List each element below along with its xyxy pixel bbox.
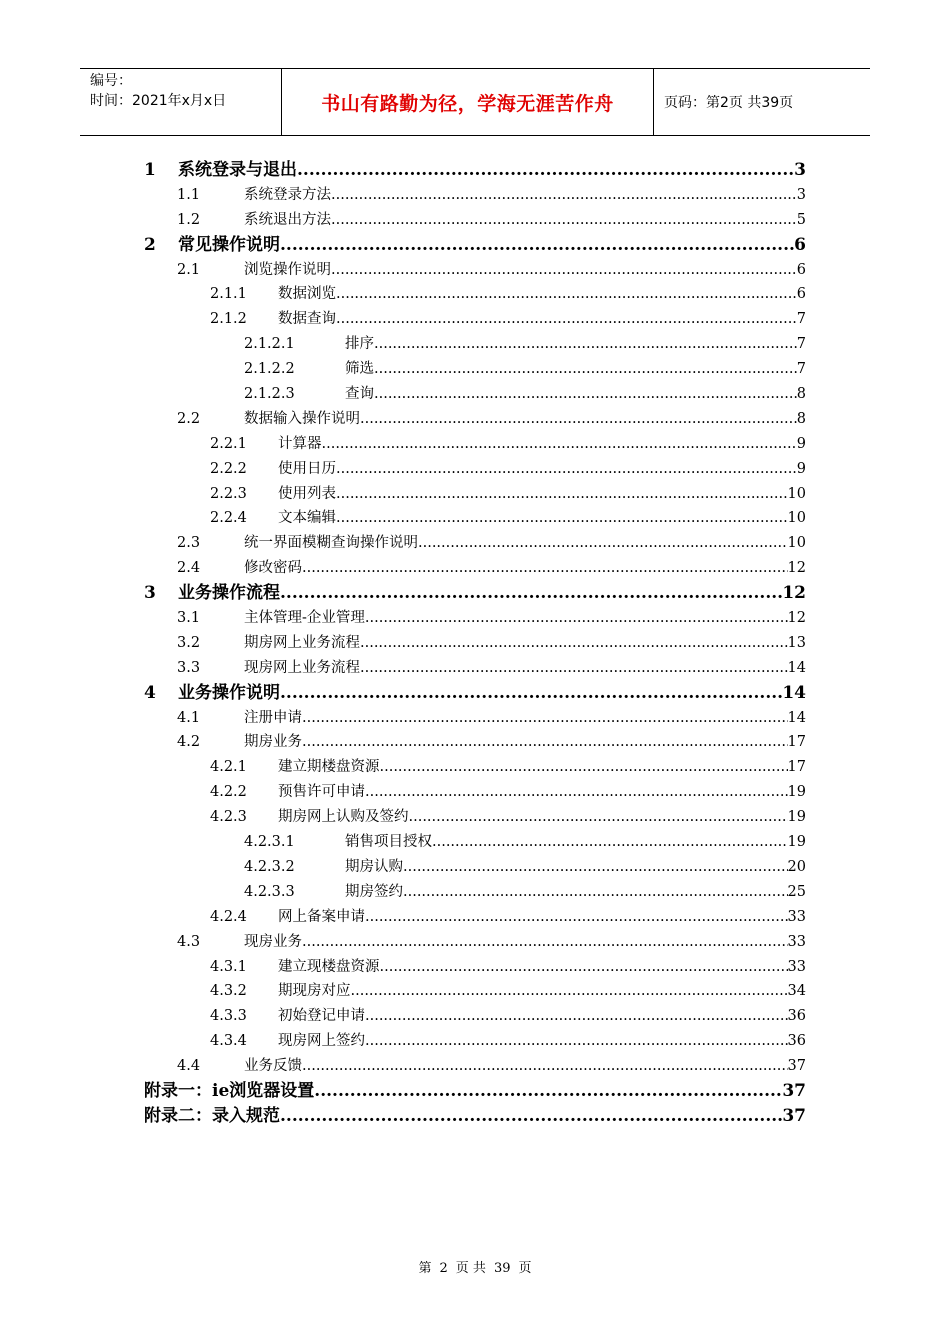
toc-entry-title: 建立期楼盘资源: [278, 759, 380, 776]
toc-entry-page: 10: [787, 535, 806, 552]
toc-entry-title: 预售许可申请: [278, 784, 365, 801]
toc-entry-page: 33: [787, 958, 806, 975]
toc-entry-title: 系统退出方法: [244, 211, 331, 228]
toc-entry[interactable]: [144, 506, 806, 531]
toc-entry-page: 8: [796, 386, 806, 403]
toc-entry-title: 期房网上业务流程: [244, 634, 360, 651]
toc-entry-title: 现房网上业务流程: [244, 659, 360, 676]
toc-entry[interactable]: [144, 332, 806, 357]
toc-entry[interactable]: [144, 855, 806, 880]
toc-entry-page: 7: [796, 361, 806, 378]
toc-dot-leader: [297, 158, 794, 183]
toc-dot-leader: [351, 979, 788, 1004]
toc-entry-number: 4.2.3.2: [244, 858, 295, 875]
toc-dot-leader: [331, 183, 797, 208]
toc-entry[interactable]: [144, 880, 806, 905]
toc-entry[interactable]: [144, 208, 806, 233]
footer-mid: 页 共: [455, 1261, 486, 1276]
toc-dot-leader: [280, 1104, 782, 1129]
toc-entry-number: 4.3.4: [210, 1033, 247, 1050]
toc-entry-page: 9: [796, 460, 806, 477]
toc-entry-page: 19: [787, 834, 806, 851]
toc-entry-page: 5: [796, 211, 806, 228]
toc-entry-number: 1.1: [177, 186, 201, 203]
toc-entry-page: 19: [787, 809, 806, 826]
toc-entry-title: 数据查询: [278, 311, 336, 328]
toc-entry-title: 业务操作说明: [178, 682, 280, 703]
toc-entry-title: 期现房对应: [278, 983, 351, 1000]
toc-entry-page: 3: [794, 160, 806, 180]
toc-dot-leader: [336, 307, 797, 332]
toc-dot-leader: [314, 1079, 782, 1104]
toc-entry[interactable]: [144, 730, 806, 755]
toc-entry-title: 现房网上签约: [278, 1033, 365, 1050]
toc-entry-page: 33: [787, 908, 806, 925]
toc-entry-number: 3.1: [177, 610, 201, 627]
toc-entry-page: 12: [787, 610, 806, 627]
toc-entry-page: 12: [782, 583, 806, 604]
toc-dot-leader: [409, 805, 788, 830]
toc-dot-leader: [374, 332, 797, 357]
table-of-contents: [144, 158, 806, 1129]
toc-entry-number: 2.4: [177, 560, 201, 577]
toc-entry-page: 17: [787, 734, 806, 751]
toc-entry-number: 2.3: [177, 535, 201, 552]
toc-entry-number: 2.1: [177, 261, 201, 278]
toc-entry-number: 1: [144, 160, 156, 180]
toc-entry[interactable]: [144, 1054, 806, 1079]
toc-entry-number: 2.1.1: [210, 286, 247, 303]
toc-entry[interactable]: [144, 780, 806, 805]
toc-entry-number: 4.4: [177, 1058, 201, 1075]
toc-dot-leader: [302, 730, 788, 755]
toc-dot-leader: [365, 905, 788, 930]
footer-prefix: 第: [418, 1261, 432, 1276]
toc-entry-title: 网上备案申请: [278, 908, 365, 925]
document-number-label: 编号：: [90, 73, 132, 89]
toc-entry-title: 附录一：ie浏览器设置: [144, 1080, 315, 1101]
toc-entry-page: 36: [787, 1033, 806, 1050]
toc-dot-leader: [280, 581, 782, 606]
toc-entry-title: 排序: [345, 336, 374, 353]
toc-entry-title: 筛选: [345, 361, 374, 378]
toc-entry[interactable]: [144, 905, 806, 930]
toc-entry-title: 系统登录与退出: [178, 160, 297, 180]
toc-entry-title: 使用日历: [278, 460, 336, 477]
toc-entry-number: 4.2.3.3: [244, 883, 295, 900]
toc-entry[interactable]: [144, 955, 806, 980]
toc-entry-number: 4.3: [177, 933, 201, 950]
header-meta: [80, 69, 282, 135]
toc-entry-title: 计算器: [278, 435, 322, 452]
toc-dot-leader: [365, 1004, 788, 1029]
toc-entry-title: 查询: [345, 386, 374, 403]
toc-entry[interactable]: [144, 282, 806, 307]
toc-entry[interactable]: [144, 979, 806, 1004]
toc-dot-leader: [365, 780, 788, 805]
toc-entry-page: 36: [787, 1008, 806, 1025]
toc-entry[interactable]: [144, 581, 806, 606]
toc-entry-page: 37: [782, 1105, 806, 1126]
toc-entry-number: 2: [144, 234, 156, 255]
toc-entry-title: 主体管理-企业管理: [244, 610, 365, 627]
toc-entry[interactable]: [144, 457, 806, 482]
toc-entry[interactable]: [144, 830, 806, 855]
toc-dot-leader: [403, 855, 788, 880]
toc-entry[interactable]: [144, 1104, 806, 1129]
toc-entry-page: 10: [787, 510, 806, 527]
toc-entry-title: 期房网上认购及签约: [278, 809, 409, 826]
toc-entry[interactable]: [144, 706, 806, 731]
toc-entry-page: 14: [787, 659, 806, 676]
toc-dot-leader: [365, 606, 788, 631]
toc-entry-number: 2.2.1: [210, 435, 247, 452]
toc-entry[interactable]: [144, 407, 806, 432]
page-header: [80, 68, 870, 136]
toc-dot-leader: [380, 955, 788, 980]
toc-entry-title: 现房业务: [244, 933, 302, 950]
toc-dot-leader: [403, 880, 788, 905]
toc-entry[interactable]: [144, 805, 806, 830]
toc-entry[interactable]: [144, 432, 806, 457]
toc-entry-title: 业务操作流程: [178, 583, 280, 604]
toc-dot-leader: [280, 681, 782, 706]
toc-entry-title: 期房业务: [244, 734, 302, 751]
toc-entry[interactable]: [144, 631, 806, 656]
toc-entry-number: 2.1.2.3: [244, 386, 295, 403]
toc-entry-number: 4.2.3.1: [244, 834, 295, 851]
toc-entry-number: 4.2.2: [210, 784, 247, 801]
toc-entry[interactable]: [144, 183, 806, 208]
header-page-label: 页码：第2页 共39页: [664, 95, 794, 111]
toc-entry-number: 4: [144, 682, 156, 703]
toc-entry-number: 4.2.4: [210, 908, 247, 925]
toc-entry[interactable]: [144, 258, 806, 283]
toc-entry-number: 4.2.1: [210, 759, 247, 776]
toc-entry-page: 14: [787, 709, 806, 726]
toc-dot-leader: [374, 357, 797, 382]
toc-entry[interactable]: [144, 482, 806, 507]
toc-entry-page: 37: [787, 1058, 806, 1075]
toc-entry-number: 2.2: [177, 410, 201, 427]
toc-entry-page: 17: [787, 759, 806, 776]
toc-entry-page: 12: [787, 560, 806, 577]
toc-dot-leader: [336, 282, 797, 307]
toc-entry-page: 13: [787, 634, 806, 651]
toc-entry[interactable]: [144, 755, 806, 780]
toc-entry-page: 34: [787, 983, 806, 1000]
toc-entry-page: 25: [787, 883, 806, 900]
toc-entry-page: 6: [794, 234, 806, 255]
toc-dot-leader: [302, 556, 788, 581]
page-footer: [0, 1257, 950, 1276]
toc-entry[interactable]: [144, 1029, 806, 1054]
toc-entry[interactable]: [144, 307, 806, 332]
toc-entry-number: 4.1: [177, 709, 201, 726]
toc-entry-title: 系统登录方法: [244, 186, 331, 203]
toc-entry-page: 14: [782, 682, 806, 703]
toc-entry-number: 2.1.2.1: [244, 336, 295, 353]
toc-entry-page: 8: [796, 410, 806, 427]
toc-entry[interactable]: [144, 1004, 806, 1029]
toc-dot-leader: [365, 1029, 788, 1054]
toc-entry-number: 4.2.3: [210, 809, 247, 826]
toc-dot-leader: [360, 631, 788, 656]
toc-entry-title: 业务反馈: [244, 1058, 302, 1075]
footer-page-number: 2: [439, 1261, 448, 1276]
toc-entry-page: 3: [796, 186, 806, 203]
document-time-label: 时间：2021年x月x日: [90, 93, 227, 109]
toc-entry-page: 9: [796, 435, 806, 452]
toc-entry[interactable]: [144, 681, 806, 706]
toc-dot-leader: [280, 233, 794, 258]
toc-dot-leader: [302, 1054, 788, 1079]
toc-dot-leader: [336, 457, 797, 482]
toc-entry-number: 2.2.3: [210, 485, 247, 502]
toc-entry[interactable]: [144, 930, 806, 955]
toc-entry[interactable]: [144, 382, 806, 407]
toc-entry-page: 7: [796, 311, 806, 328]
toc-entry-number: 2.1.2: [210, 311, 247, 328]
toc-dot-leader: [302, 706, 788, 731]
toc-entry[interactable]: [144, 233, 806, 258]
toc-entry-page: 19: [787, 784, 806, 801]
toc-entry-page: 6: [796, 261, 806, 278]
toc-entry-page: 10: [787, 485, 806, 502]
toc-entry-number: 1.2: [177, 211, 201, 228]
toc-entry-page: 37: [782, 1080, 806, 1101]
toc-entry-title: 期房签约: [345, 883, 403, 900]
toc-entry-number: 2.1.2.2: [244, 361, 295, 378]
toc-entry-title: 数据输入操作说明: [244, 410, 360, 427]
footer-total-pages: 39: [493, 1261, 511, 1276]
toc-dot-leader: [322, 432, 797, 457]
toc-dot-leader: [380, 755, 788, 780]
toc-entry[interactable]: [144, 531, 806, 556]
toc-entry-title: 建立现楼盘资源: [278, 958, 380, 975]
toc-entry-number: 3.3: [177, 659, 201, 676]
toc-dot-leader: [302, 930, 788, 955]
toc-entry-title: 附录二：录入规范: [144, 1105, 280, 1126]
toc-entry-title: 文本编辑: [278, 510, 336, 527]
toc-entry-title: 数据浏览: [278, 286, 336, 303]
toc-entry[interactable]: [144, 656, 806, 681]
toc-entry-number: 3.2: [177, 634, 201, 651]
toc-entry-number: 2.2.4: [210, 510, 247, 527]
toc-dot-leader: [336, 482, 788, 507]
toc-entry-title: 初始登记申请: [278, 1008, 365, 1025]
toc-dot-leader: [331, 258, 797, 283]
toc-entry-title: 常见操作说明: [178, 234, 280, 255]
toc-entry-number: 4.3.3: [210, 1008, 247, 1025]
toc-entry-title: 浏览操作说明: [244, 261, 331, 278]
toc-dot-leader: [331, 208, 797, 233]
toc-entry-page: 6: [796, 286, 806, 303]
footer-suffix: 页: [518, 1261, 532, 1276]
toc-dot-leader: [432, 830, 788, 855]
toc-entry-number: 2.2.2: [210, 460, 247, 477]
toc-dot-leader: [360, 407, 797, 432]
toc-entry-page: 20: [787, 858, 806, 875]
toc-entry[interactable]: [144, 606, 806, 631]
toc-entry-title: 使用列表: [278, 485, 336, 502]
toc-dot-leader: [374, 382, 797, 407]
toc-entry[interactable]: [144, 1079, 806, 1104]
toc-entry-number: 4.3.2: [210, 983, 247, 1000]
toc-entry-title: 修改密码: [244, 560, 302, 577]
toc-entry-page: 33: [787, 933, 806, 950]
toc-dot-leader: [336, 506, 788, 531]
toc-entry-title: 注册申请: [244, 709, 302, 726]
toc-dot-leader: [360, 656, 788, 681]
toc-entry-title: 期房认购: [345, 858, 403, 875]
toc-entry-page: 7: [796, 336, 806, 353]
header-motto: 书山有路勤为径，学海无涯苦作舟: [282, 69, 654, 135]
toc-entry-number: 4.3.1: [210, 958, 247, 975]
toc-entry-number: 4.2: [177, 734, 201, 751]
toc-entry[interactable]: [144, 357, 806, 382]
toc-entry-number: 3: [144, 583, 156, 604]
toc-entry-title: 销售项目授权: [345, 834, 432, 851]
toc-entry-title: 统一界面模糊查询操作说明: [244, 535, 418, 552]
toc-entry[interactable]: [144, 556, 806, 581]
toc-entry[interactable]: [144, 158, 806, 183]
toc-dot-leader: [418, 531, 788, 556]
